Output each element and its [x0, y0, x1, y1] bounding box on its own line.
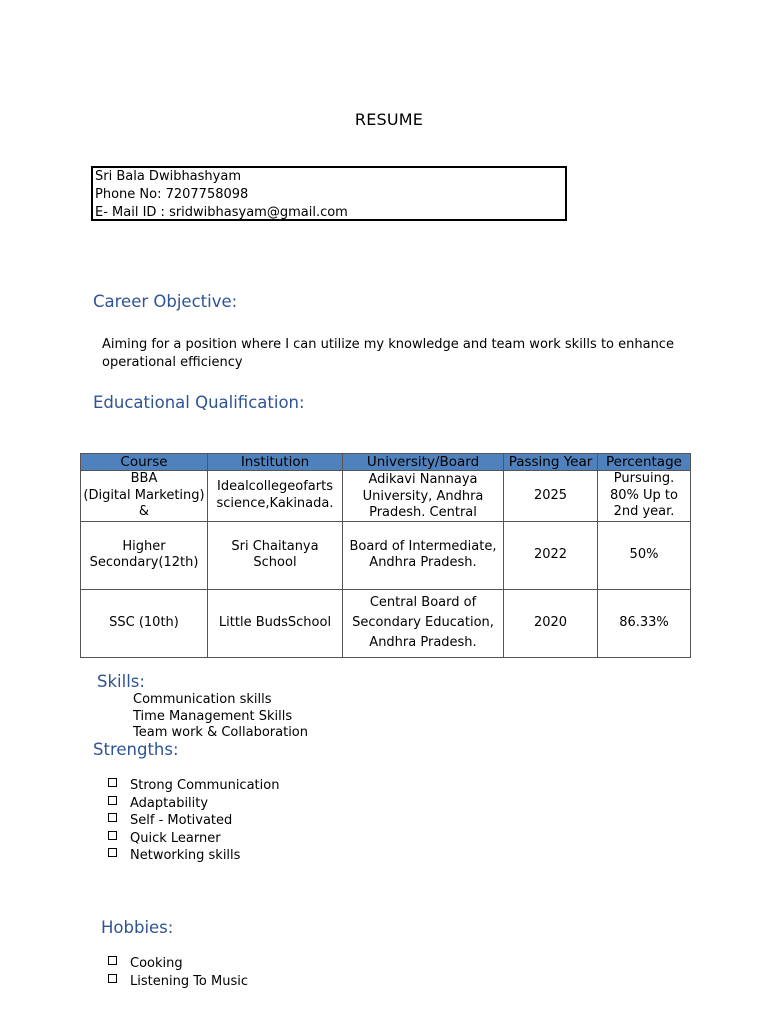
education-table [80, 453, 691, 658]
cell-year [504, 471, 598, 522]
cell-institution [208, 589, 343, 657]
column-header-institution: Institution [208, 454, 343, 471]
cell-course [81, 521, 208, 589]
column-header-year: Passing Year [504, 454, 598, 471]
education-heading: Educational Qualification: [93, 393, 305, 412]
list-item-label: Self - Motivated [130, 813, 233, 828]
strengths-heading: Strengths: [93, 740, 179, 759]
list-item [108, 795, 279, 813]
table-row [81, 589, 691, 657]
column-header-course: Course [81, 454, 208, 471]
hobbies-heading: Hobbies: [101, 918, 174, 937]
list-item [108, 812, 279, 830]
checkbox-bullet-icon [108, 831, 117, 840]
list-item: Time Management Skills [133, 708, 293, 724]
cell-course-text: SSC (10th) [109, 614, 179, 630]
list-item-label: Networking skills [130, 848, 241, 863]
career-objective-heading: Career Objective: [93, 292, 238, 311]
cell-institution-text: Idealcollegeofarts science,Kakinada. [216, 479, 334, 511]
career-objective-text: Aiming for a position where I can utilize my knowledge and team work skills to enhance operational efficiency [102, 337, 674, 370]
cell-year-text: 2020 [533, 614, 568, 630]
list-item [108, 777, 279, 795]
contact-name: Sri Bala Dwibhashyam [95, 169, 241, 184]
cell-course [81, 471, 208, 522]
list-item [108, 830, 279, 848]
resume-title: RESUME [354, 110, 424, 129]
cell-institution-text: Sri Chaitanya School [231, 538, 319, 570]
cell-percentage-text: 86.33% [619, 614, 669, 630]
cell-institution-text: Little BudsSchool [218, 614, 332, 630]
list-item: Team work & Collaboration [133, 725, 308, 740]
checkbox-bullet-icon [108, 956, 117, 965]
list-item [108, 955, 248, 973]
cell-board [343, 521, 504, 589]
table-header-row [81, 454, 691, 471]
checkbox-bullet-icon [108, 813, 117, 822]
contact-box [91, 166, 567, 221]
cell-percentage-text: Pursuing. 80% Up to 2nd year. [610, 471, 678, 519]
checkbox-bullet-icon [108, 974, 117, 983]
contact-phone: Phone No: 7207758098 [95, 187, 249, 202]
list-item-label: Listening To Music [130, 973, 249, 989]
list-item-label: Adaptability [130, 795, 209, 811]
list-item-label: Quick Learner [130, 830, 221, 846]
checkbox-bullet-icon [108, 796, 117, 805]
cell-institution [208, 471, 343, 522]
table-row [81, 521, 691, 589]
cell-percentage-text: 50% [629, 546, 659, 562]
cell-year [504, 521, 598, 589]
cell-percentage [598, 471, 691, 522]
column-header-board: University/Board [343, 454, 504, 471]
cell-board [343, 589, 504, 657]
cell-percentage [598, 589, 691, 657]
list-item: Communication skills [133, 692, 272, 707]
strengths-list [108, 777, 279, 865]
checkbox-bullet-icon [108, 848, 117, 857]
cell-year-text: 2025 [533, 487, 568, 503]
checkbox-bullet-icon [108, 778, 117, 787]
cell-percentage [598, 521, 691, 589]
skills-heading: Skills: [97, 672, 145, 691]
cell-course-text: BBA (Digital Marketing) & [83, 471, 205, 519]
table-row [81, 471, 691, 522]
list-item [108, 847, 279, 865]
column-header-percentage: Percentage [598, 454, 691, 471]
cell-board-text: Board of Intermediate, Andhra Pradesh. [349, 538, 497, 570]
cell-year-text: 2022 [533, 546, 568, 562]
skills-list [133, 692, 308, 742]
cell-board [343, 471, 504, 522]
cell-course-text: Higher Secondary(12th) [89, 538, 199, 570]
cell-board-text: Central Board of Secondary Education, Andhra Pradesh. [352, 595, 494, 650]
contact-email: E- Mail ID : sridwibhasyam@gmail.com [95, 205, 348, 220]
list-item-label: Strong Communication [130, 778, 280, 793]
list-item-label: Cooking [130, 956, 183, 971]
cell-course [81, 589, 208, 657]
cell-board-text: Adikavi Nannaya University, Andhra Pradesh. Central [362, 472, 484, 521]
hobbies-list [108, 955, 248, 990]
cell-institution [208, 521, 343, 589]
cell-year [504, 589, 598, 657]
list-item [108, 973, 248, 991]
